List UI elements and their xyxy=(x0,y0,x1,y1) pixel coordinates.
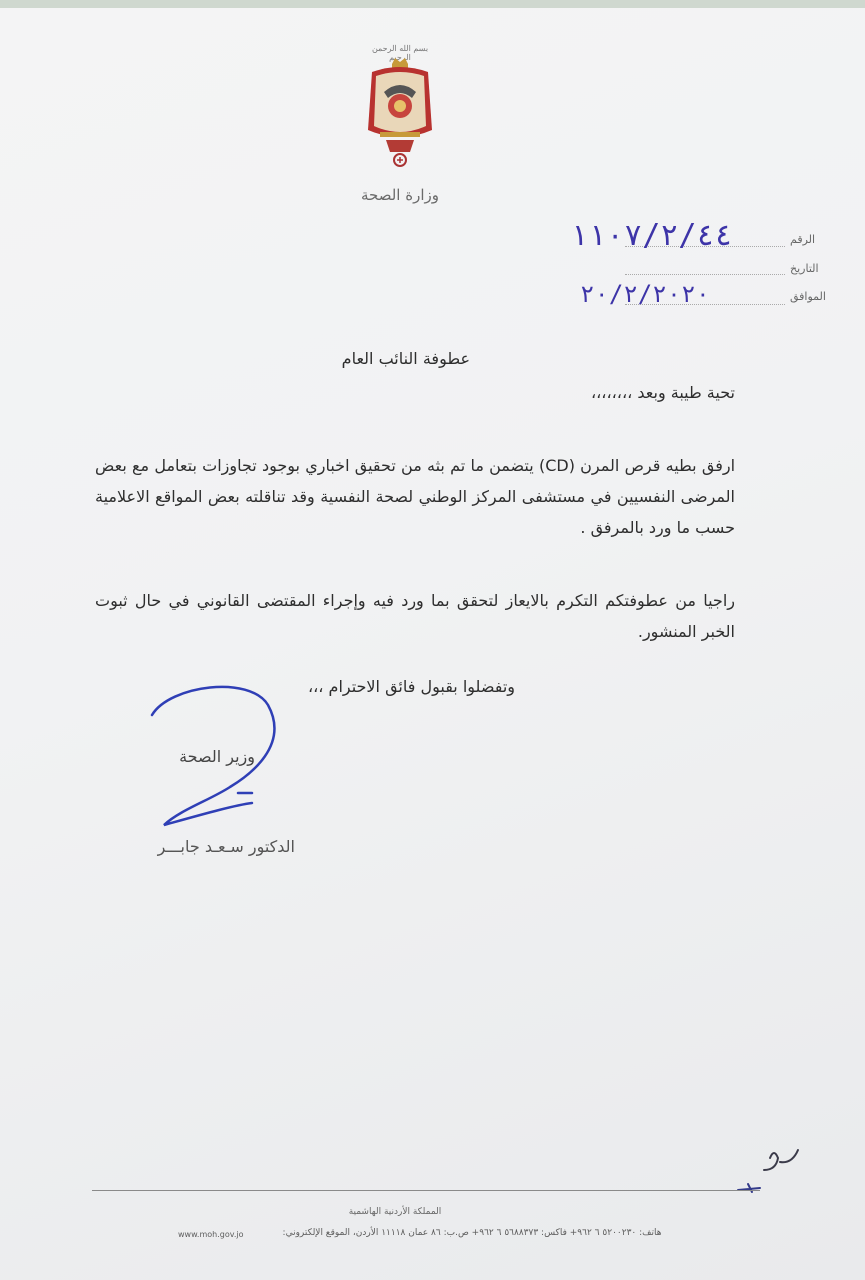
closing-line: وتفضلوا بقبول فائق الاحترام ،،، xyxy=(307,677,515,696)
jordan-coat-of-arms-icon xyxy=(362,58,438,168)
ministry-name: وزارة الصحة xyxy=(361,186,439,204)
footer-country: المملكة الأردنية الهاشمية xyxy=(348,1207,442,1217)
date-label: التاريخ xyxy=(790,262,819,275)
hijri-label: الموافق xyxy=(790,290,826,303)
paragraph-1: ارفق بطيه قرص المرن (CD) يتضمن ما تم بثه من تحقيق اخباري بوجود تجاوزات بتعامل مع بعض المرضى النفسيين في مستشفى المركز الوطني لصحة النفسية وقد تناقلته بعض المواقع الاعلامية حسب ما ورد بالمرفق . xyxy=(95,456,736,537)
signatory-name: الدكتور سـعـد جابـــر xyxy=(157,837,295,856)
date-value: ٢٠/٢/٢٠٢٠ xyxy=(580,280,711,308)
basmala-text: بسم الله الرحمن الرحيم xyxy=(371,44,429,62)
paragraph-2: راجيا من عطوفتكم التكرم بالايعاز لتحقق بما ورد فيه وإجراء المقتضى القانوني في حال ثبوت الخبر المنشور. xyxy=(95,591,735,641)
greeting: تحية طيبة وبعد ،،،،،،،، xyxy=(590,383,735,402)
number-value: ١١٠٧/٢/٤٤ xyxy=(570,218,733,253)
addressee: عطوفة النائب العام xyxy=(341,349,470,368)
signatory-title: وزير الصحة xyxy=(179,747,255,766)
footer-divider xyxy=(92,1190,760,1191)
footer-website: www.moh.gov.jo xyxy=(178,1230,244,1239)
number-label: الرقم xyxy=(790,233,816,246)
footer-contact: هاتف: ٥٢٠٠٢٣٠ ٦ ٩٦٢+ فاكس: ٥٦٨٨٣٧٣ ٦ ٩٦٢+ ص.ب: ٨٦ عمان ١١١١٨ الأردن، الموقع الإلكتروني: xyxy=(282,1228,662,1238)
scan-edge xyxy=(0,0,865,8)
date-line xyxy=(625,274,785,275)
